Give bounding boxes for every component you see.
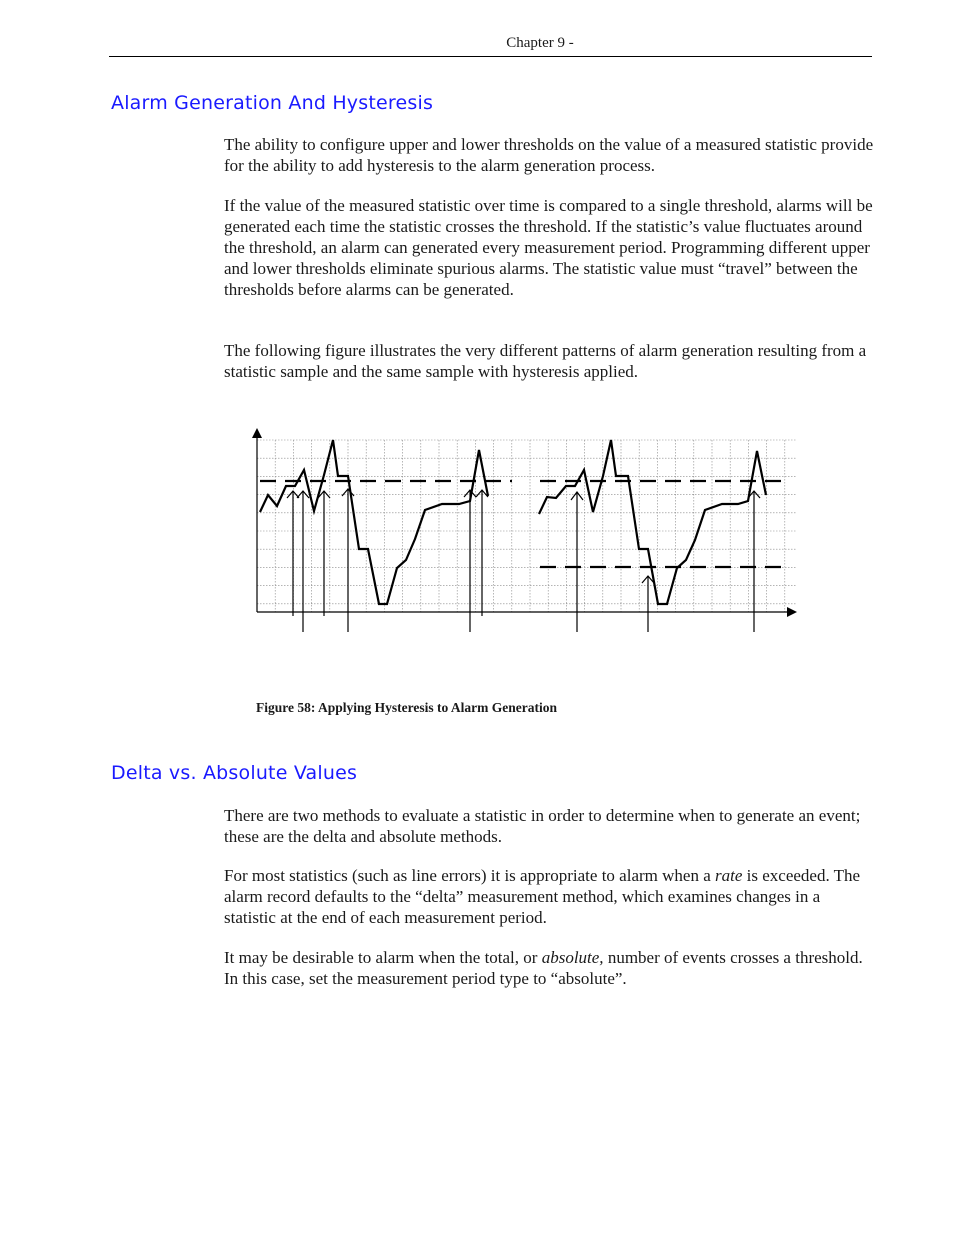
header-rule bbox=[109, 56, 872, 57]
paragraph-delta-text-1: For most statistics (such as line errors) it is appropriate to alarm when a bbox=[224, 866, 715, 885]
emphasis-rate: rate bbox=[715, 866, 743, 885]
threshold-lines bbox=[260, 481, 785, 567]
figure-grid bbox=[257, 440, 796, 612]
section-heading-delta-absolute: Delta vs. Absolute Values bbox=[111, 762, 358, 784]
paragraph-absolute-text-2: number of events crosses a threshold. In this case, set the measurement period type to “absolute”. bbox=[224, 948, 863, 988]
y-axis-arrow bbox=[252, 428, 262, 438]
paragraph-absolute-method bbox=[224, 947, 874, 989]
page-header: Chapter 9 - bbox=[506, 35, 574, 51]
paragraph-absolute-text-1: It may be desirable to alarm when the total, or bbox=[224, 948, 542, 967]
hysteresis-figure bbox=[240, 420, 810, 640]
figure-caption: Figure 58: Applying Hysteresis to Alarm Generation bbox=[256, 700, 557, 715]
paragraph-delta-text-2: is exceeded. The alarm record defaults to the “delta” measurement method, which examines changes in a statistic at the end of each measurement period. bbox=[224, 866, 861, 927]
paragraph-thresholds: The ability to configure upper and lower thresholds on the value of a measured statistic provide for the ability to add hysteresis to the alarm generation process. bbox=[224, 135, 874, 175]
statistic-curves bbox=[260, 440, 766, 604]
statistic-curve-left bbox=[260, 440, 488, 604]
x-axis-arrow bbox=[787, 607, 797, 617]
paragraph-single-threshold: If the value of the measured statistic over time is compared to a single threshold, alarms will be generated each time the statistic crosses the threshold. If the statistic’s value fluctuates around the threshold, an alarm can generated every measurement period. Programming different upper and lower thresholds eliminate spurious alarms. The statistic value must “travel” between the thresholds before alarms can be generated. bbox=[224, 196, 873, 299]
paragraph-delta-method bbox=[224, 865, 874, 928]
paragraph-two-methods: There are two methods to evaluate a statistic in order to determine when to generate an event; these are the delta and absolute methods. bbox=[224, 806, 861, 846]
emphasis-absolute: absolute, bbox=[541, 948, 604, 967]
section-heading-alarm-generation: Alarm Generation And Hysteresis bbox=[111, 92, 434, 114]
statistic-curve-right bbox=[539, 440, 766, 604]
paragraph-figure-intro: The following figure illustrates the very different patterns of alarm generation resulting from a statistic sample and the same sample with hysteresis applied. bbox=[224, 341, 867, 381]
